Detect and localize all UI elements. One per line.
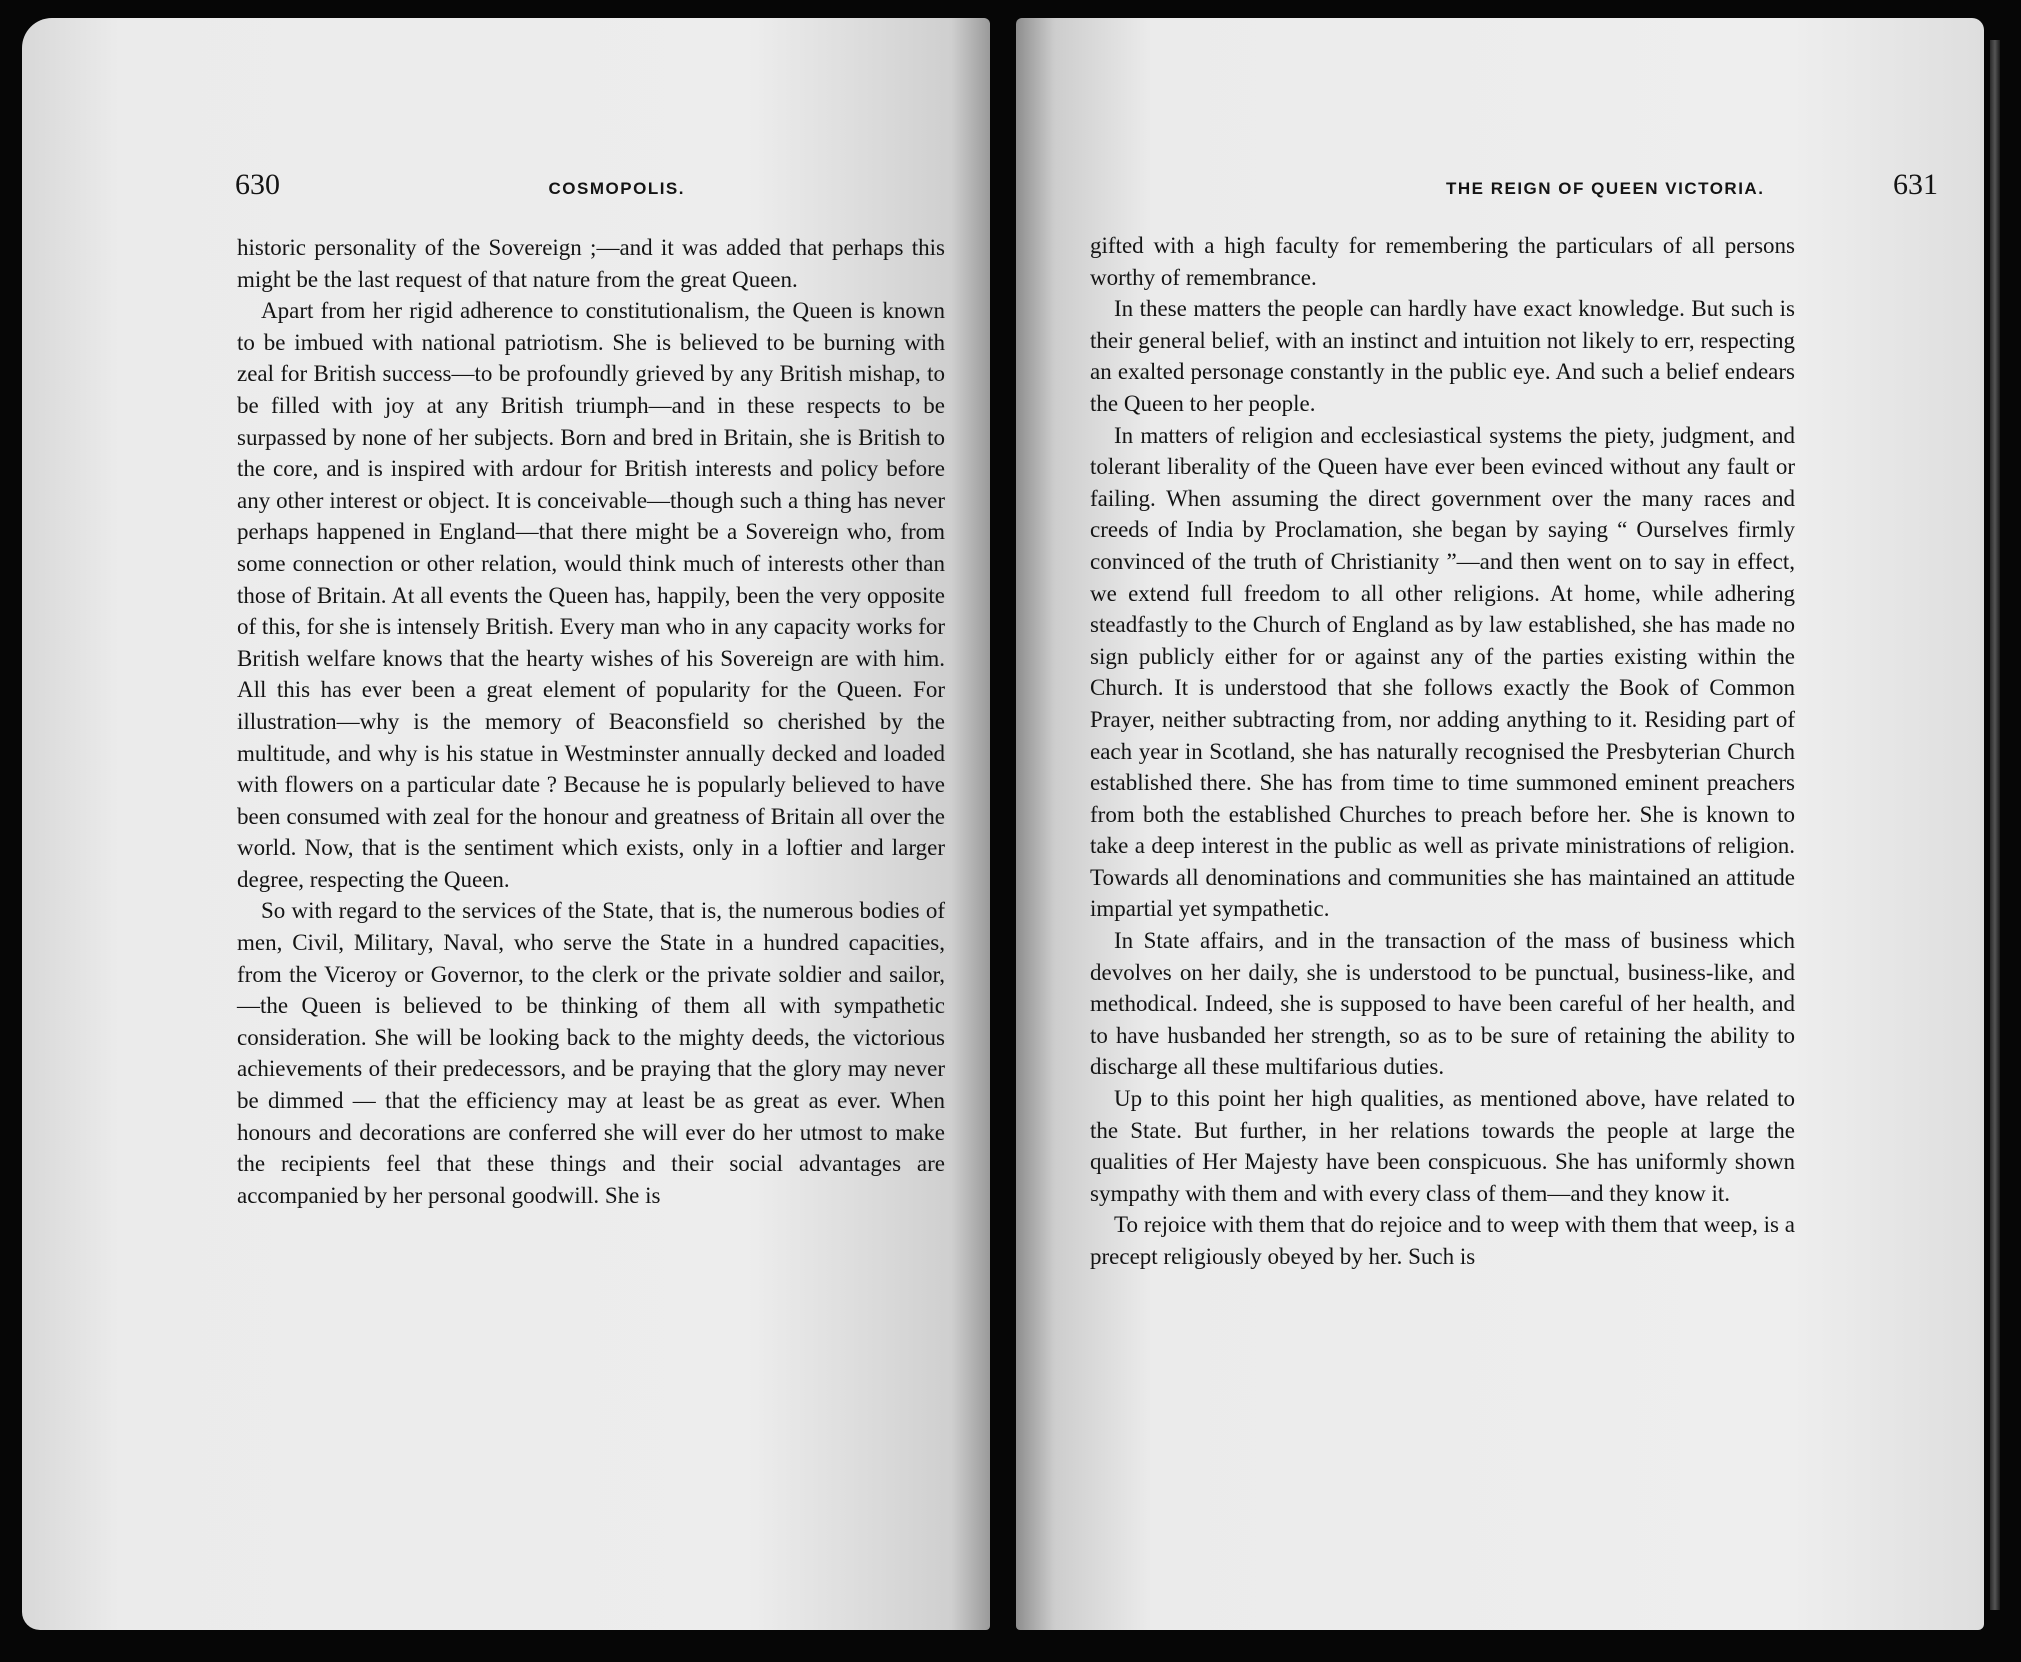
right-page-number: 631 <box>1893 168 1938 201</box>
right-running-head: THE REIGN OF QUEEN VICTORIA. <box>1446 179 1765 198</box>
right-page <box>1016 18 1984 1630</box>
right-page-header <box>1236 168 1938 208</box>
paragraph: Up to this point her high qualities, as mentioned above, have related to the State. But further, in her relations towards the people at large the qualities of Her Majesty have been conspicuous. She has uniformly shown sympathy with them and with every class of them—and they know it. <box>1090 1086 1795 1206</box>
paragraph: gifted with a high faculty for remembering the particulars of all persons worthy of remembrance. <box>1090 233 1795 290</box>
right-page-body <box>1090 230 1795 1273</box>
left-page <box>22 18 990 1630</box>
page-stack-edge <box>1990 40 2000 1610</box>
paragraph: To rejoice with them that do rejoice and to weep with them that weep, is a precept religiously obeyed by her. Such is <box>1090 1212 1795 1269</box>
paragraph: Apart from her rigid adherence to constitutionalism, the Queen is known to be imbued with national patriotism. She is believed to be burning with zeal for British success—to be profoundly grieved by any British mishap, to be filled with joy at any British triumph—and in these respects to be surpassed by none of her subjects. Born and bred in Britain, she is British to the core, and is inspired with ardour for British interests and policy before any other interest or object. It is conceivable—though such a thing has never perhaps happened in England—that there might be a Sovereign who, from some connection or other relation, would think much of interests other than those of Britain. At all events the Queen has, happily, been the very opposite of this, for she is intensely British. Every man who in any capacity works for British welfare knows that the hearty wishes of his Sovereign are with him. All this has ever been a great element of popularity for the Queen. For illustration—why is the memory of Beaconsfield so cherished by the multitude, and why is his statue in Westminster annually decked and loaded with flowers on a particular date ? Because he is popularly believed to have been consumed with zeal for the honour and greatness of Britain all over the world. Now, that is the sentiment which exists, only in a loftier and larger degree, respecting the Queen. <box>237 298 945 892</box>
paragraph: historic personality of the Sovereign ;—and it was added that perhaps this might be the last request of that nature from the great Queen. <box>237 235 945 292</box>
left-page-number: 630 <box>235 168 280 201</box>
left-page-header <box>235 168 945 208</box>
left-running-head: COSMOPOLIS. <box>548 179 685 198</box>
left-page-body <box>237 232 945 1211</box>
paragraph: In State affairs, and in the transaction of the mass of business which devolves on her daily, she is understood to be punctual, business-like, and methodical. Indeed, she is supposed to have been careful of her health, and to have husbanded her strength, so as to be sure of retaining the ability to discharge all these multifarious duties. <box>1090 928 1795 1080</box>
paragraph: So with regard to the services of the State, that is, the numerous bodies of men, Civil, Military, Naval, who serve the State in a hundred capacities, from the Viceroy or Governor, to the clerk or the private soldier and sailor,—the Queen is believed to be thinking of them all with sympathetic consideration. She will be looking back to the mighty deeds, the victorious achievements of their predecessors, and be praying that the glory may never be dimmed — that the efficiency may at least be as great as ever. When honours and decorations are conferred she will ever do her utmost to make the recipients feel that these things and their social advantages are accompanied by her personal goodwill. She is <box>237 898 945 1208</box>
paragraph: In these matters the people can hardly have exact knowledge. But such is their general belief, with an instinct and intuition not likely to err, respecting an exalted personage constantly in the public eye. And such a belief endears the Queen to her people. <box>1090 296 1795 416</box>
paragraph: In matters of religion and ecclesiastical systems the piety, judgment, and tolerant liberality of the Queen have ever been evinced without any fault or failing. When assuming the direct government over the many races and creeds of India by Proclamation, she began by saying “ Ourselves firmly convinced of the truth of Christianity ”—and then went on to say in effect, we extend full freedom to all other religions. At home, while adhering steadfastly to the Church of England as by law established, she has made no sign publicly either for or against any of the parties existing within the Church. It is understood that she follows exactly the Book of Common Prayer, neither subtracting from, nor adding anything to it. Residing part of each year in Scotland, she has naturally recognised the Presbyterian Church established there. She has from time to time summoned eminent preachers from both the established Churches to preach before her. She is known to take a deep interest in the public as well as private ministrations of religion. Towards all denominations and communities she has maintained an attitude impartial yet sympathetic. <box>1090 422 1795 922</box>
